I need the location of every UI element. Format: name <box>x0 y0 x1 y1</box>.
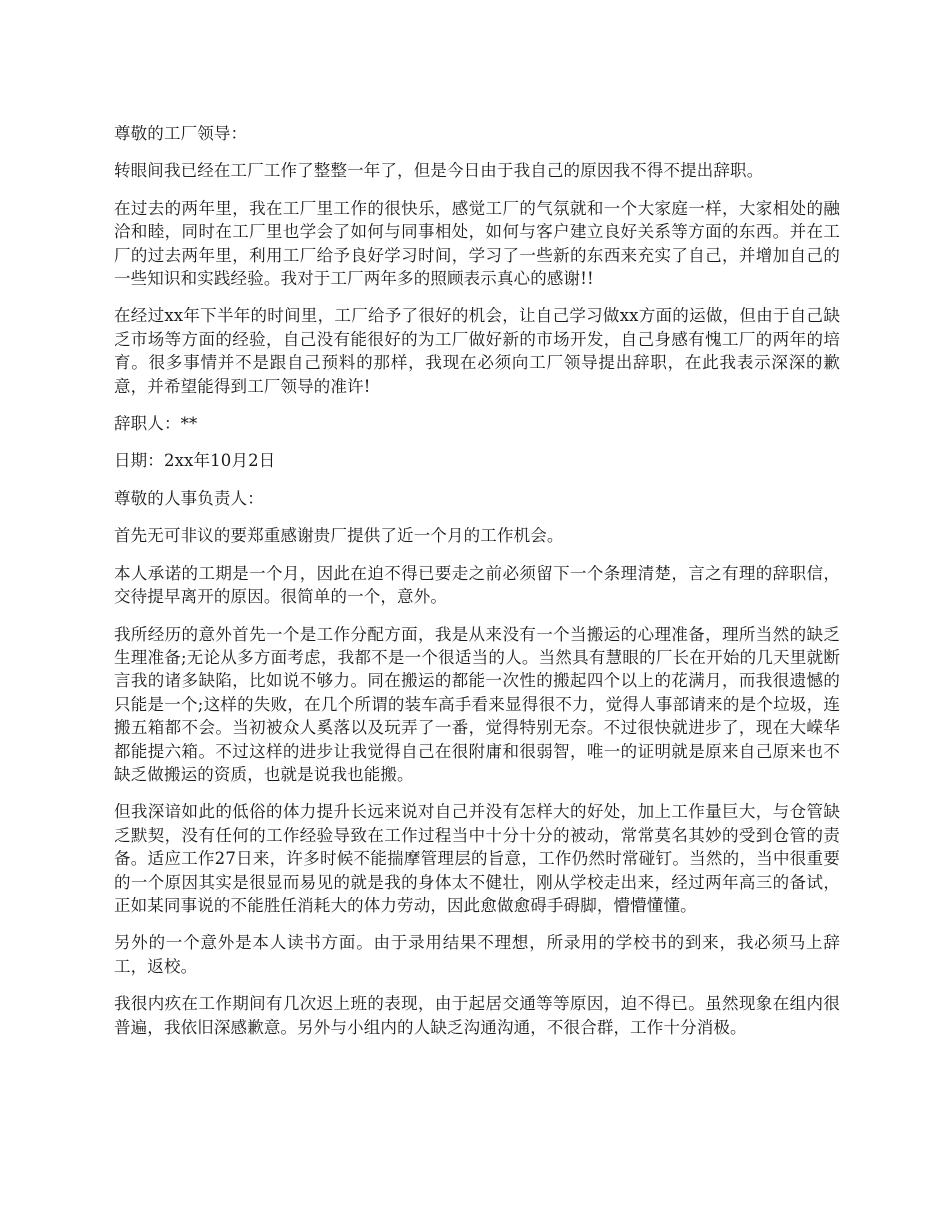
salutation-factory-leader: 尊敬的工厂领导： <box>114 124 248 143</box>
salutation-hr: 尊敬的人事负责人： <box>114 488 264 508</box>
letter-body <box>114 122 840 1053</box>
signature-line: 辞职人：** <box>114 414 198 434</box>
apology-paragraph: 我很内疚在工作期间有几次迟上班的表现，由于起居交通等等原因，迫不得已。虽然现象在组内很普遍，我依旧深感歉意。另外与小组内的人缺乏沟通沟通，不很合群，工作十分消极。 <box>114 994 840 1037</box>
physical-work-paragraph: 但我深谙如此的低俗的体力提升长远来说对自己并没有怎样大的好处，加上工作量巨大，与仓管缺乏默契，没有任何的工作经验导致在工作过程当中十分十分的被动，常常莫名其妙的受到仓管的责备。适应工作27日来，许多时候不能揣摩管理层的旨意，工作仍然时常碰钉。当然的，当中很重要的一个原因其实是很显而易见的就是我的身体太不健壮，刚从学校走出来，经过两年高三的备试，正如某同事说的不能胜任消耗大的体力劳动，因此愈做愈碍手碍脚，懵懵懂懂。 <box>114 802 840 915</box>
resignation-reason-paragraph: 在经过xx年下半年的时间里，工厂给予了很好的机会，让自己学习做xx方面的运做，但由于自己缺乏市场等方面的经验，自己没有能很好的为工厂做好新的市场开发，自己身感有愧工厂的两年的培育。很多事情并不是跟自己预料的那样，我现在必须向工厂领导提出辞职，在此我表示深深的歉意，并希望能得到工厂领导的准许! <box>114 306 840 396</box>
date-line: 日期：2xx年10月2日 <box>114 451 276 471</box>
opening-paragraph: 转眼间我已经在工厂工作了整整一年了，但是今日由于我自己的原因我不得不提出辞职。 <box>114 161 764 181</box>
past-two-years-paragraph: 在过去的两年里，我在工厂里工作的很快乐，感觉工厂的气氛就和一个大家庭一样，大家相处的融洽和睦，同时在工厂里也学会了如何与同事相处，如何与客户建立良好关系等方面的东西。并在工厂的过去两年里，利用工厂给予良好学习时间，学习了一些新的东西来充实了自己，并增加自己的一些知识和实践经验。我对于工厂两年多的照顾表示真心的感谢!! <box>114 198 840 289</box>
job-assignment-paragraph: 我所经历的意外首先一个是工作分配方面，我是从来没有一个当搬运的心理准备，理所当然的缺乏生理准备;无论从多方面考虑，我都不是一个很适当的人。当然具有慧眼的厂长在开始的几天里就断言我的诸多缺陷，比如说不够力。同在搬运的都能一次性的搬起四个以上的花满月，而我很遗憾的只能是一个;这样的失败，在几个所谓的装车高手看来显得很不力，觉得人事部请来的是个垃圾，连搬五箱都不会。当初被众人奚落以及玩弄了一番，觉得特别无奈。不过很快就进步了，现在大嵘华都能提六箱。不过这样的进步让我觉得自己在很附庸和很弱智，唯一的证明就是原来自己原来也不缺乏做搬运的资质，也就是说我也能搬。 <box>114 624 840 784</box>
study-paragraph: 另外的一个意外是本人读书方面。由于录用结果不理想，所录用的学校书的到来，我必须马上辞工，返校。 <box>114 933 840 976</box>
commitment-paragraph: 本人承诺的工期是一个月，因此在迫不得已要走之前必须留下一个条理清楚，言之有理的辞职信，交待提早离开的原因。很简单的一个，意外。 <box>114 563 840 607</box>
thanks-paragraph: 首先无可非议的要郑重感谢贵厂提供了近一个月的工作机会。 <box>114 526 564 546</box>
